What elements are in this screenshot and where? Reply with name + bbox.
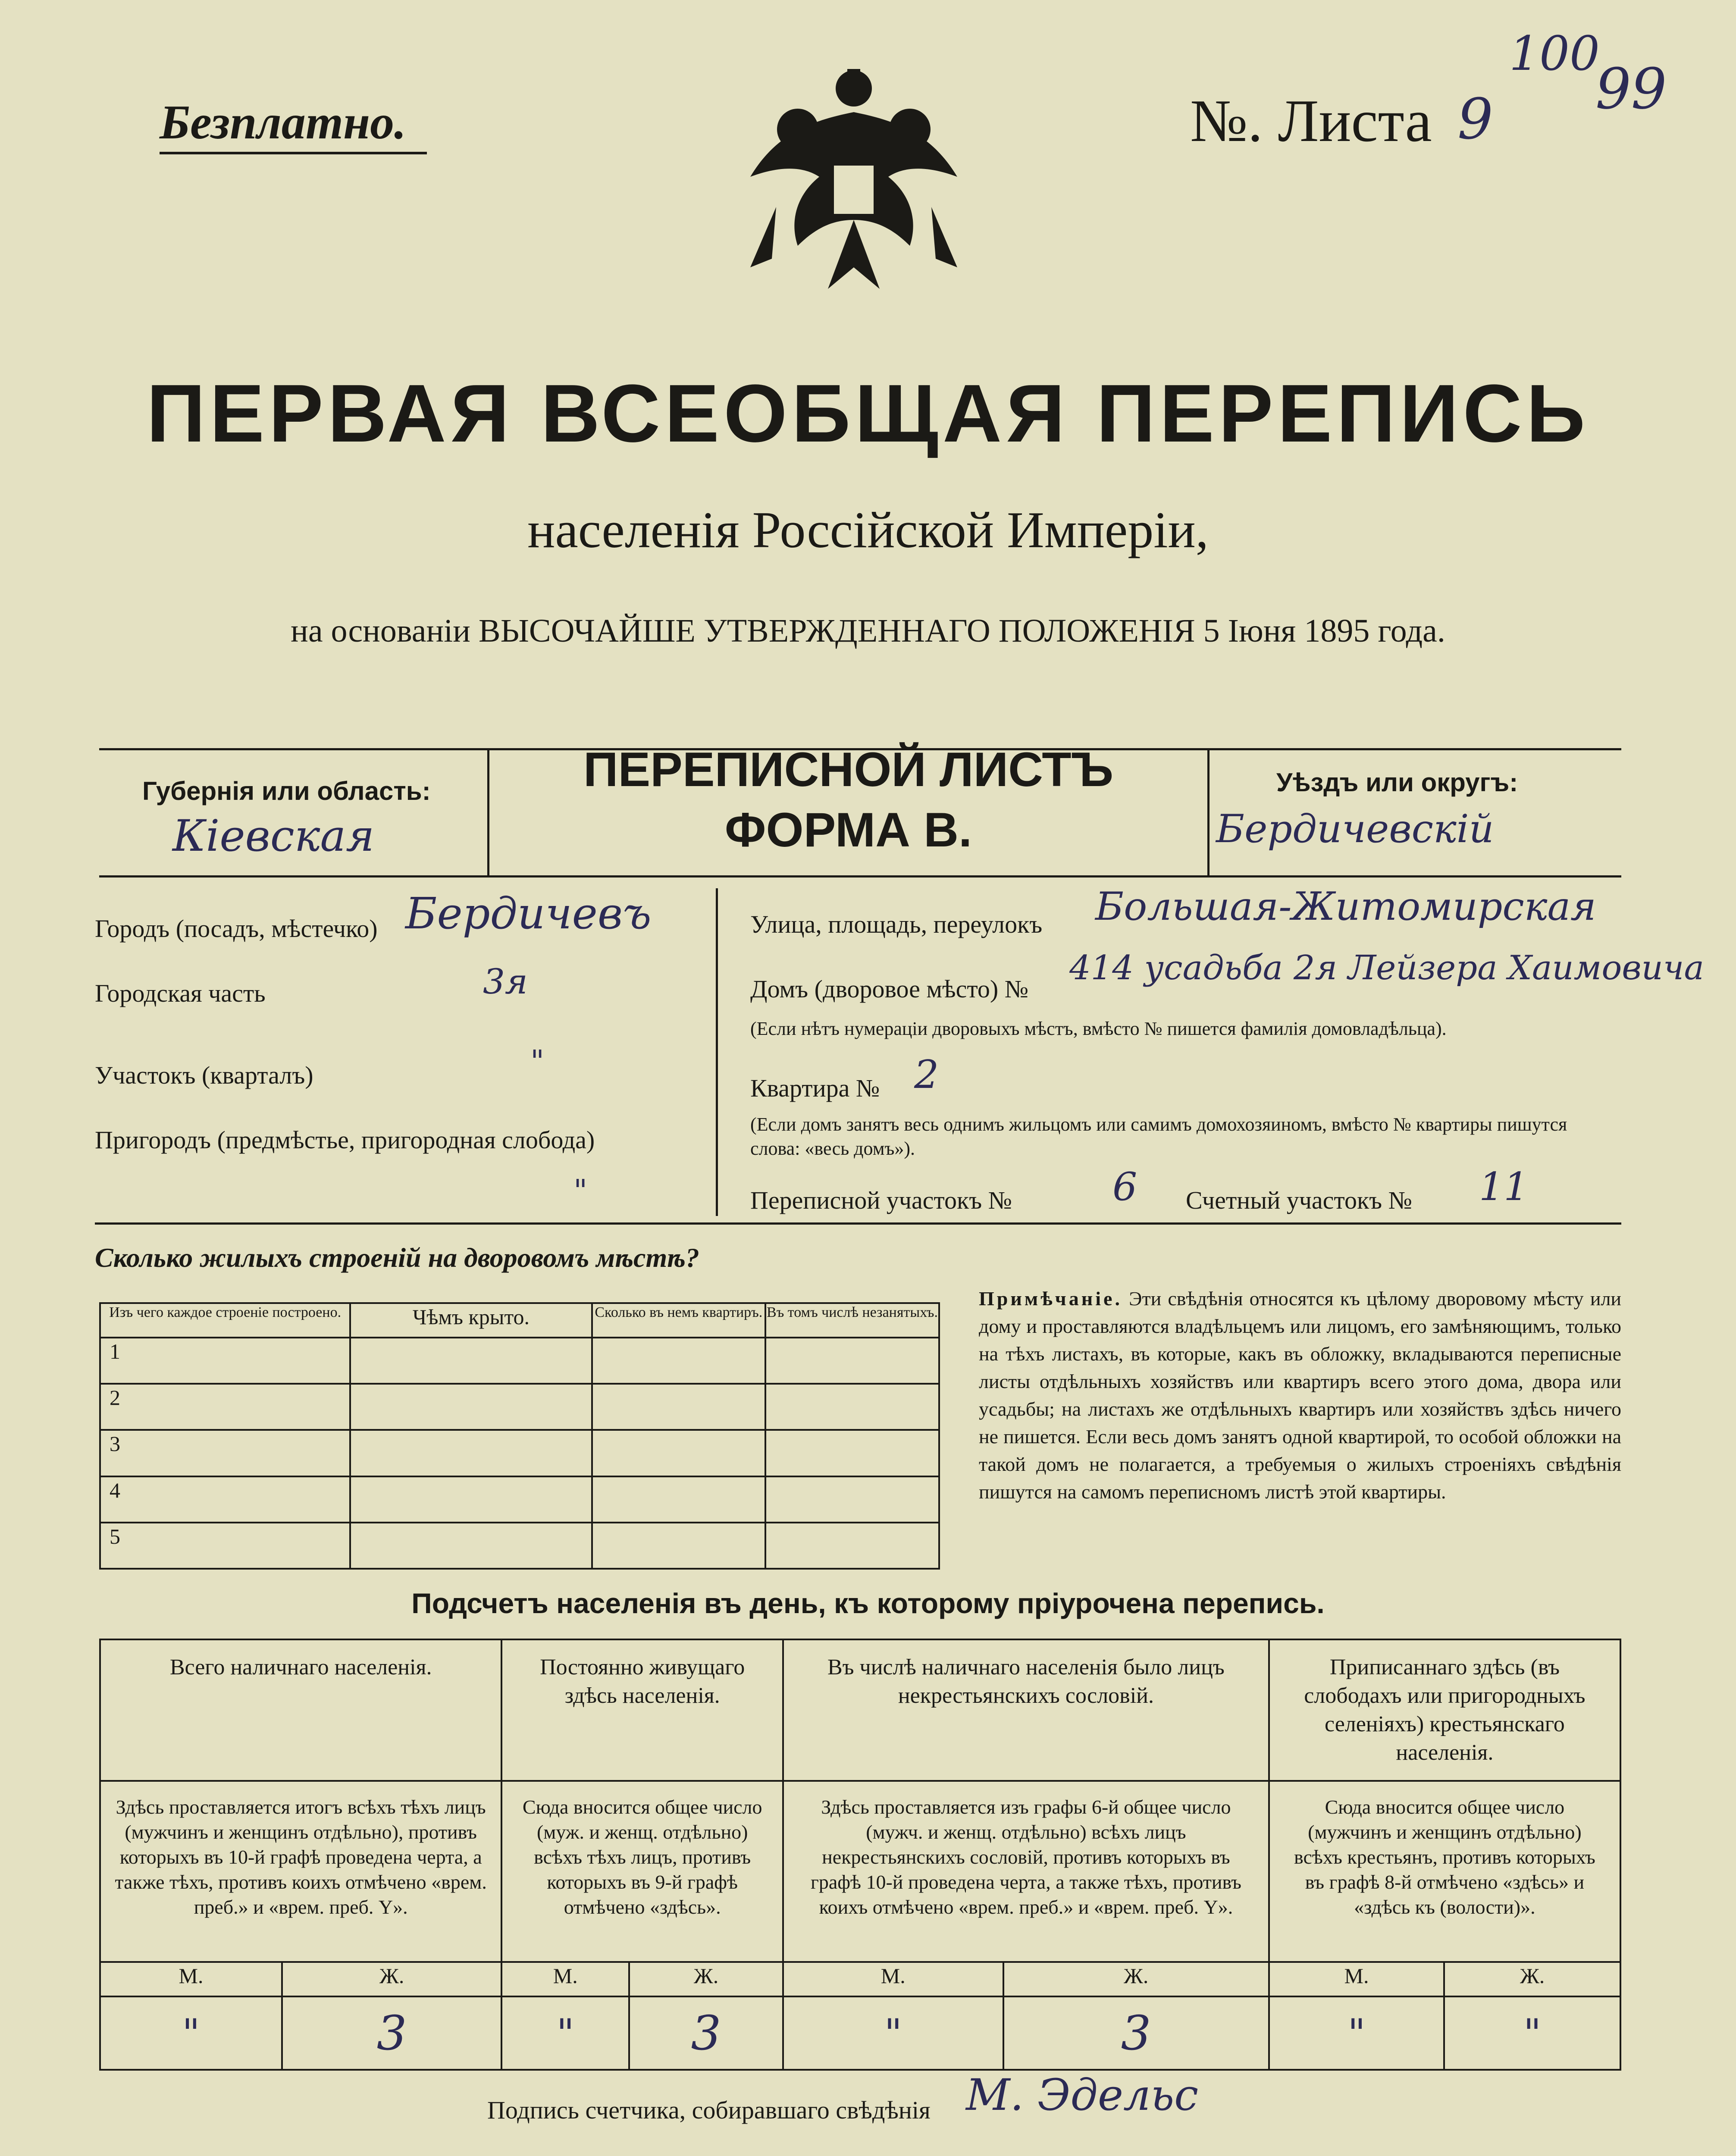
buildings-row-2: 2 (100, 1384, 350, 1430)
pop-nonpeasant-f-header: Ж. (1003, 1962, 1269, 1996)
city-part-label: Городская часть (95, 979, 266, 1007)
counting-district-label: Счетный участокъ № (1186, 1186, 1412, 1214)
gubernia-label: Губернія или область: (142, 777, 431, 805)
pop-col-permanent-title: Постоянно живущаго здѣсь населенія. (501, 1639, 783, 1781)
gubernia-value: Кіевская (172, 811, 375, 861)
sheet-number-value: 9 (1457, 86, 1493, 152)
buildings-col-vacant: Въ томъ числѣ незанятыхъ. (765, 1303, 939, 1338)
suburb-value: " (573, 1173, 588, 1208)
city-value: Бердичевъ (405, 888, 652, 939)
apartment-value: 2 (914, 1052, 939, 1097)
pop-col-total-desc: Здѣсь проставляется итогъ всѣхъ тѣхъ лицъ (мужчинъ и женщинъ отдѣльно), противъ которыхъ въ 10-й графѣ проведена черта, а также тѣхъ, противъ коихъ отмѣчено «врем. преб.» и «врем. преб. Y». (100, 1781, 501, 1962)
district-label: Участокъ (кварталъ) (95, 1061, 313, 1089)
buildings-row-4: 4 (100, 1476, 350, 1523)
pop-permanent-f-header: Ж. (629, 1962, 783, 1996)
form-title: ФОРМА В. (724, 803, 972, 857)
sheet-number-label: №. Листа (1190, 88, 1432, 154)
main-title: ПЕРВАЯ ВСЕОБЩАЯ ПЕРЕПИСЬ (146, 368, 1590, 459)
buildings-table (99, 1302, 940, 1570)
pop-peasant-f-value: " (1444, 1996, 1620, 2070)
house-label: Домъ (дворовое мѣсто) № (750, 975, 1029, 1003)
legal-basis: на основаніи ВЫСОЧАЙШЕ УТВЕРЖДЕННАГО ПОЛОЖЕНІЯ 5 Іюня 1895 года. (291, 613, 1445, 649)
pop-col-nonpeasant-desc: Здѣсь проставляется изъ графы 6-й общее число (мужч. и женщ. отдѣльно) всѣхъ лицъ некрестьянскихъ сословій, противъ которыхъ въ графѣ 10-й проведена черта, а также тѣхъ, противъ коихъ отмѣчено «врем. преб.» и «врем. преб. Y». (783, 1781, 1269, 1962)
street-label: Улица, площадь, переулокъ (750, 910, 1043, 938)
pop-permanent-m-header: М. (501, 1962, 629, 1996)
uezd-value: Бердичевскій (1216, 806, 1494, 852)
buildings-note (979, 1285, 1621, 1506)
pop-peasant-m-value: " (1269, 1996, 1444, 2070)
buildings-col-material: Изъ чего каждое строеніе построено. (100, 1303, 350, 1338)
pop-col-total-title: Всего наличнаго населенія. (100, 1639, 501, 1781)
pop-nonpeasant-m-header: М. (783, 1962, 1003, 1996)
district-value: " (530, 1044, 545, 1079)
census-district-value: 6 (1112, 1164, 1137, 1210)
census-district-label: Переписной участокъ № (750, 1186, 1012, 1214)
pop-col-permanent-desc: Сюда вносится общее число (муж. и женщ. отдѣльно) всѣхъ тѣхъ лицъ, противъ которыхъ въ 9-й графѣ отмѣчено «здѣсь». (501, 1781, 783, 1962)
buildings-row-5: 5 (100, 1523, 350, 1569)
population-table (99, 1639, 1621, 2071)
uezd-label: Уѣздъ или округъ: (1276, 768, 1518, 797)
archive-number-1: 100 (1509, 26, 1600, 81)
buildings-col-roof: Чѣмъ крыто. (350, 1303, 592, 1338)
pop-col-nonpeasant-title: Въ числѣ наличнаго населенія было лицъ некрестьянскихъ сословій. (783, 1639, 1269, 1781)
city-part-value: 3я (483, 962, 528, 1002)
street-value: Большая-Житомирская (1095, 884, 1596, 929)
pop-permanent-f-value: 3 (629, 1996, 783, 2070)
free-label: Безплатно. (160, 96, 407, 149)
buildings-question: Сколько жилыхъ строеній на дворовомъ мѣстѣ? (95, 1242, 699, 1273)
note-text: Эти свѣдѣнія относятся къ цѣлому дворовому мѣсту или дому и проставляются владѣльцемъ или лицомъ, его замѣняющимъ, только на тѣхъ листахъ, въ которые, какъ въ обложку, вкладываются переписные листы отдѣльныхъ хозяйствъ или квартиръ всего этого дома, двора или усадьбы; на листахъ же отдѣльныхъ квартиръ или хозяйствъ здѣсь ничего не пишется. Если весь домъ занятъ одной квартирой, то особой обложки на такой домъ не полагается, а требуемыя о жилыхъ строеніяхъ свѣдѣнія пишутся на самомъ переписномъ листѣ этой квартиры. (979, 1288, 1622, 1503)
house-value: 414 усадьба 2я Лейзера Хаимовича (1069, 949, 1704, 987)
pop-col-peasant-desc: Сюда вносится общее число (мужчинъ и женщинъ отдѣльно) всѣхъ крестьянъ, противъ которыхъ въ графѣ 8-й отмѣчено «здѣсь» и «здѣсь къ (волости)». (1269, 1781, 1620, 1962)
apartment-label: Квартира № (750, 1074, 880, 1102)
pop-permanent-m-value: " (501, 1996, 629, 2070)
pop-total-m-header: М. (100, 1962, 282, 1996)
pop-peasant-m-header: М. (1269, 1962, 1444, 1996)
city-label: Городъ (посадъ, мѣстечко) (95, 915, 378, 943)
signature-label: Подпись счетчика, собиравшаго свѣдѣнія (487, 2096, 931, 2124)
subtitle: населенія Россійской Имперіи, (527, 501, 1209, 558)
pop-total-f-value: 3 (282, 1996, 501, 2070)
counting-district-value: 11 (1479, 1164, 1529, 1210)
free-underline (160, 152, 427, 154)
pop-nonpeasant-f-value: 3 (1003, 1996, 1269, 2070)
house-note: (Если нѣтъ нумераціи дворовыхъ мѣстъ, вмѣсто № пишется фамилія домовладѣльца). (750, 1018, 1447, 1039)
sheet-title: ПЕРЕПИСНОЙ ЛИСТЪ (583, 743, 1114, 796)
buildings-row-3: 3 (100, 1430, 350, 1476)
pop-total-f-header: Ж. (282, 1962, 501, 1996)
pop-col-peasant-title: Приписаннаго здѣсь (въ слободахъ или пригородныхъ селеніяхъ) крестьянскаго населенія. (1269, 1639, 1620, 1781)
buildings-row-1: 1 (100, 1338, 350, 1384)
pop-total-m-value: " (100, 1996, 282, 2070)
archive-number-2: 99 (1595, 56, 1667, 122)
apartment-note: (Если домъ занятъ весь однимъ жильцомъ или самимъ домохозяиномъ, вмѣсто № квартиры пишутся слова: «весь домъ»). (750, 1114, 1567, 1159)
signature-value: М. Эдельс (966, 2070, 1199, 2120)
suburb-label: Пригородъ (предмѣстье, пригородная слобода) (95, 1126, 595, 1154)
double-headed-eagle-icon (724, 65, 983, 323)
buildings-col-apartments: Сколько въ немъ квартиръ. (592, 1303, 765, 1338)
pop-peasant-f-header: Ж. (1444, 1962, 1620, 1996)
note-heading: Примѣчаніе. (979, 1288, 1122, 1310)
population-heading: Подсчетъ населенія въ день, къ которому пріурочена перепись. (411, 1587, 1325, 1619)
pop-nonpeasant-m-value: " (783, 1996, 1003, 2070)
